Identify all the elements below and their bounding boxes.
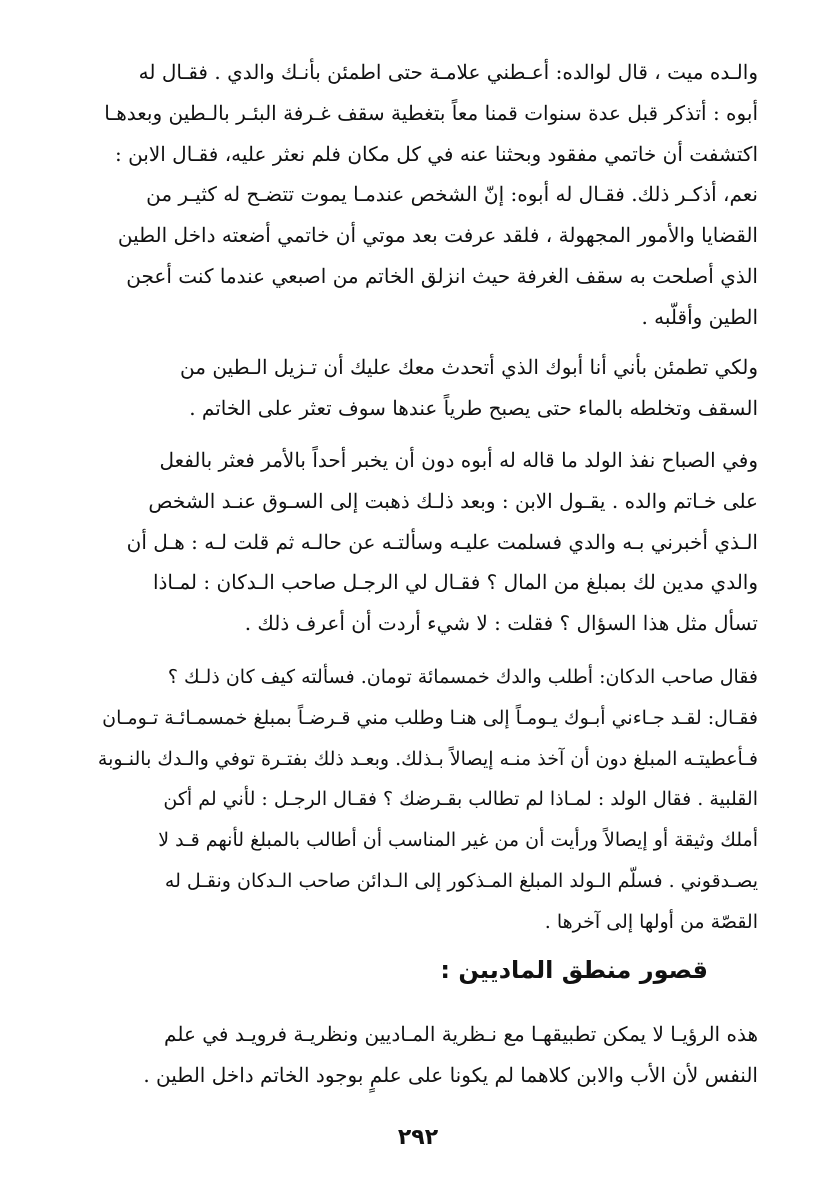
text-line: على خـاتم والده . يقـول الابن : وبعد ذلـك ذهبت إلى السـوق عنـد الشخص <box>148 488 758 513</box>
text-line: هذه الرؤيـا لا يمكن تطبيقهـا مع نـظرية المـاديين ونظريـة فرويـد في علم <box>164 1022 758 1046</box>
text-line: نعم، أذكـر ذلك. فقـال له أبوه: إنّ الشخص عندمـا يموت تتضـح له كثيـر من <box>146 182 758 207</box>
paragraph-2 <box>78 347 758 429</box>
text-line: فـأعطيتـه المبلغ دون أن آخذ منـه إيصالاً بـذلك. وبعـد ذلك بفتـرة توفي والـدك بالنـوبة <box>97 747 758 770</box>
paragraph-1 <box>78 52 758 338</box>
text-line: النفس لأن الأب والابن كلاهما لم يكونا على علمٍ بوجود الخاتم داخل الطين . <box>143 1062 758 1087</box>
text-line: يصـدقوني . فسلّم الـولد المبلغ المـذكور إلى الـدائن صاحب الـدكان ونقـل له <box>164 869 758 892</box>
text-line: والـده ميت ، قال لوالده: أعـطني علامـة حتى اطمئن بأنـك والدي . فقـال له <box>138 60 758 84</box>
text-line: وفي الصباح نفذ الولد ما قاله له أبوه دون أن يخبر أحداً بالأمر فعثر بالفعل <box>159 448 758 472</box>
text-line: أملك وثيقة أو إيصالاً ورأيت أن من غير المناسب أن أطالب بالمبلغ لأنهم قـد لا <box>158 829 758 852</box>
text-line: الطين وأقلّبه . <box>641 304 758 329</box>
section-heading: قصور منطق الماديين : <box>440 956 708 984</box>
paragraph-5 <box>78 1014 758 1096</box>
text-line: فقال صاحب الدكان: أطلب والدك خمسمائة تومان. فسألته كيف كان ذلـك ؟ <box>167 666 758 688</box>
text-line: أبوه : أتذكر قبل عدة سنوات قمنا معاً بتغطية سقف غـرفة البئـر بالـطين وبعدهـا <box>104 100 758 125</box>
text-line: السقف وتخلطه بالماء حتى يصبح طرياً عندها سوف تعثر على الخاتم . <box>189 395 758 420</box>
text-line: اكتشفت أن خاتمي مفقود وبحثنا عنه في كل مكان فلم نعثر عليه، فقـال الابن : <box>114 141 758 166</box>
text-line: فقـال: لقـد جـاءني أبـوك يـومـاً إلى هنـا وطلب مني قـرضـاً بمبلغ خمسمـائـة تـومـان <box>102 706 758 729</box>
text-line: القلبية . فقال الولد : لمـاذا لم تطالب بقـرضك ؟ فقـال الرجـل : لأني لم أكن <box>163 788 758 811</box>
text-line: الـذي أخبرني بـه والدي فسلمت عليـه وسألتـه عن حالـه ثم قلت لـه : هـل أن <box>126 529 758 554</box>
paragraph-4 <box>78 657 758 943</box>
text-line: القضايا والأمور المجهولة ، فلقد عرفت بعد موتي أن خاتمي أضعته داخل الطين <box>117 223 758 248</box>
text-line: القصّة من أولها إلى آخرها . <box>544 910 758 933</box>
text-line: والدي مدين لك بمبلغ من المال ؟ فقـال لي الرجـل صاحب الـدكان : لمـاذا <box>152 570 758 595</box>
text-line: تسأل مثل هذا السؤال ؟ فقلت : لا شيء أردت أن أعرف ذلك . <box>244 611 758 636</box>
text-line: الذي أصلحت به سقف الغرفة حيث انزلق الخاتم من اصبعي عندما كنت أعجن <box>126 263 758 288</box>
text-line: ولكي تطمئن بأني أنا أبوك الذي أتحدث معك عليك أن تـزيل الـطين من <box>180 355 758 379</box>
page-number: ٢٩٢ <box>397 1125 439 1150</box>
paragraph-3 <box>78 440 758 644</box>
